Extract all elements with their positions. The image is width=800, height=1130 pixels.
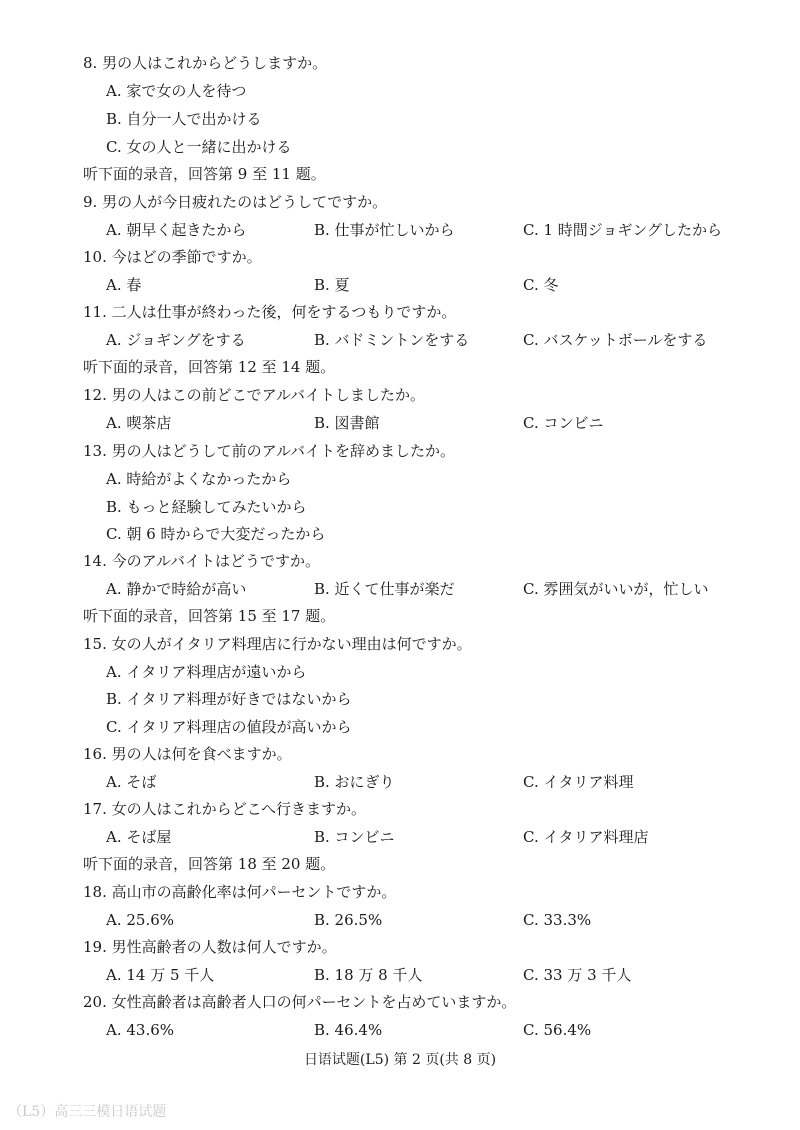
question-11-option-b: B. バドミントンをする [314,331,470,349]
section-heading-12-14: 听下面的录音，回答第 12 至 14 题。 [83,358,336,376]
question-19-option-b: B. 18 万 8 千人 [314,966,423,984]
question-17-option-c: C. イタリア料理店 [523,828,649,846]
question-13-stem: 13. 男の人はどうして前のアルバイトを辞めましたか。 [83,442,455,460]
question-15-option-b: B. イタリア料理が好きではないから [106,690,352,708]
section-heading-9-11: 听下面的录音，回答第 9 至 11 题。 [83,165,326,183]
question-15-option-a: A. イタリア料理店が遠いから [106,663,307,681]
question-16-option-c: C. イタリア料理 [523,773,634,791]
question-20-option-b: B. 46.4% [314,1021,383,1039]
question-19-option-a: A. 14 万 5 千人 [106,966,215,984]
question-20-option-a: A. 43.6% [106,1021,175,1039]
question-14-option-b: B. 近くて仕事が楽だ [314,580,455,598]
question-20-option-c: C. 56.4% [523,1021,592,1039]
question-18-stem: 18. 高山市の高齢化率は何パーセントですか。 [83,883,397,901]
question-11-stem: 11. 二人は仕事が終わった後，何をするつもりですか。 [83,303,457,321]
question-13-option-a: A. 時給がよくなかったから [106,470,292,488]
question-18-option-c: C. 33.3% [523,911,592,929]
question-12-option-a: A. 喫茶店 [106,414,172,432]
question-19-stem: 19. 男性高齢者の人数は何人ですか。 [83,938,337,956]
question-13-option-b: B. もっと経験してみたいから [106,498,307,516]
question-20-stem: 20. 女性高齢者は高齢者人口の何パーセントを占めていますか。 [83,993,517,1011]
question-18-option-b: B. 26.5% [314,911,383,929]
question-17-option-b: B. コンビニ [314,828,395,846]
question-9-option-c: C. 1 時間ジョギングしたから [523,221,723,239]
question-12-option-c: C. コンビニ [523,414,604,432]
question-9-option-a: A. 朝早く起きたから [106,221,247,239]
question-10-option-a: A. 春 [106,276,142,294]
question-15-option-c: C. イタリア料理店の値段が高いから [106,718,352,736]
question-11-option-c: C. バスケットボールをする [523,331,708,349]
question-15-stem: 15. 女の人がイタリア料理店に行かない理由は何ですか。 [83,635,472,653]
question-10-option-b: B. 夏 [314,276,350,294]
page-footer: 日语试题(L5) 第 2 页(共 8 页) [303,1052,497,1068]
question-16-stem: 16. 男の人は何を食べますか。 [83,745,292,763]
question-9-stem: 9. 男の人が今日疲れたのはどうしてですか。 [83,193,388,211]
question-10-stem: 10. 今はどの季節ですか。 [83,248,262,266]
question-10-option-c: C. 冬 [523,276,559,294]
section-heading-18-20: 听下面的录音，回答第 18 至 20 题。 [83,855,336,873]
question-14-option-a: A. 静かで時給が高い [106,580,247,598]
question-12-option-b: B. 図書館 [314,414,380,432]
question-9-option-b: B. 仕事が忙しいから [314,221,455,239]
question-17-stem: 17. 女の人はこれからどこへ行きますか。 [83,800,367,818]
question-17-option-a: A. そば屋 [106,828,172,846]
section-heading-15-17: 听下面的录音，回答第 15 至 17 题。 [83,607,336,625]
question-14-stem: 14. 今のアルバイトはどうですか。 [83,552,320,570]
question-14-option-c: C. 雰囲気がいいが，忙しい [523,580,709,598]
question-18-option-a: A. 25.6% [106,911,175,929]
question-16-option-a: A. そば [106,773,157,791]
question-8-option-a: A. 家で女の人を待つ [106,82,247,100]
question-11-option-a: A. ジョギングをする [106,331,246,349]
question-8-option-b: B. 自分一人で出かける [106,110,262,128]
question-13-option-c: C. 朝 6 時からで大変だったから [106,525,326,543]
question-19-option-c: C. 33 万 3 千人 [523,966,632,984]
question-8-option-c: C. 女の人と一緒に出かける [106,138,292,156]
question-8-stem: 8. 男の人はこれからどうしますか。 [83,54,328,72]
watermark: （L5）高三三模日语试题 [8,1104,167,1120]
question-16-option-b: B. おにぎり [314,773,395,791]
question-12-stem: 12. 男の人はこの前どこでアルバイトしましたか。 [83,386,425,404]
